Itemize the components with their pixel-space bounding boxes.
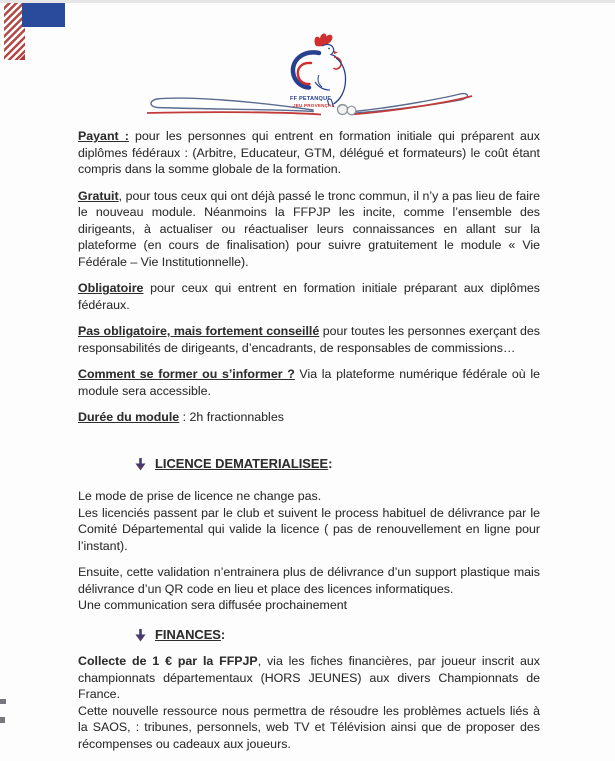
paragraph-duree-lead: Durée du module (78, 410, 180, 424)
paragraph-collecte-lead: Collecte de 1 € par la FFPJP (78, 654, 258, 668)
section-heading-finances-label: FINANCES (155, 626, 221, 642)
licence-paragraph-group-1 (78, 488, 540, 554)
paragraph-pas-obligatoire (78, 323, 540, 356)
section-heading-licence-label: LICENCE DEMATERIALISEE (155, 455, 329, 471)
logo-title: FF PETANQUE (290, 96, 332, 102)
ffpjp-logo (0, 0, 615, 125)
paragraph-collecte-text: , via les fiches financières, par joueur inscrit aux championnats départementaux (HORS JEUNES) aux divers Championnats de France. (78, 654, 541, 701)
paragraph-payant-lead: Payant : (78, 129, 129, 143)
finances-paragraph-group (78, 653, 540, 752)
petanque-balls (338, 105, 356, 115)
paragraph-validation-qr: Ensuite, cette validation n’entrainera plus de délivrance d’un support plastique mais délivrance d’un QR code en lieu et place des licences informatiques. (78, 565, 540, 596)
paragraph-duree-text: : 2h fractionnables (179, 410, 284, 424)
section-heading-finances-colon: : (220, 626, 226, 642)
paragraph-comment-text: Via la plateforme numérique fédérale où le module sera accessible. (78, 367, 540, 398)
section-heading-licence-colon: : (328, 455, 333, 471)
paragraph-duree-module (78, 409, 540, 426)
paragraph-obligatoire (78, 280, 540, 313)
paragraph-mode-licence: Le mode de prise de licence ne change pas. (78, 489, 322, 503)
right-swoosh (351, 94, 472, 115)
paragraph-obligatoire-lead: Obligatoire (78, 281, 144, 295)
paragraph-obligatoire-text: pour ceux qui entrent en formation initiale préparant aux diplômes fédéraux. (78, 281, 540, 312)
down-arrow-icon (135, 629, 146, 642)
scan-edge-artifact (0, 699, 6, 704)
scan-edge-artifact (0, 717, 5, 723)
rooster-logo-graphic (140, 30, 480, 125)
paragraph-comment-se-former (78, 366, 540, 399)
licence-paragraph-group-2 (78, 564, 540, 614)
paragraph-gratuit-text: , pour tous ceux qui ont déjà passé le tronc commun, il n’y a pas lieu de faire le nouveau module. Néanmoins la FFPJP les incite, comme l’ensemble des dirigeants, à actualiser ou réactualiser leurs connaissances en allant sur la plateforme (en cours de finalisation) pour suivre gratuitement le module « Vie Fédérale – Vie Institutionnelle). (78, 188, 540, 269)
paragraph-pas-obligatoire-text: pour toutes les personnes exerçant des responsabilités de dirigeants, d’encadrants, de responsables de commissions… (78, 324, 540, 355)
section-heading-licence (135, 456, 540, 473)
paragraph-ressource: Cette nouvelle ressource nous permettra de résoudre les problèmes actuels liés à la SAOS, : tribunes, personnels, web TV et Télévision ainsi que de proposer des récompenses ou cadeaux aux joueurs. (78, 703, 540, 751)
paragraph-collecte (78, 653, 540, 703)
down-arrow-icon (135, 458, 146, 471)
paragraph-comment-lead: Comment se former ou s’informer ? (78, 367, 295, 381)
paragraph-gratuit (78, 188, 540, 271)
paragraph-payant-text: pour les personnes qui entrent en formation initiale qui préparent aux diplômes fédéraux : (Arbitre, Educateur, GTM, délégué et formateurs) le coût étant compris dans la somme globale de la formation. (78, 129, 541, 176)
logo-subtitle: JEU PROVENÇAL (293, 103, 335, 108)
paragraph-licencies: Les licenciés passent par le club et suivent le process habituel de délivrance par le Comité Départemental qui valide la licence ( pas de renouvellement en ligne pour l’instant). (78, 505, 540, 553)
paragraph-payant (78, 128, 540, 178)
paragraph-gratuit-lead: Gratuit (78, 188, 119, 203)
paragraph-pas-obligatoire-lead: Pas obligatoire, mais fortement conseillé (78, 324, 320, 338)
paragraph-communication: Une communication sera diffusée prochainement (78, 598, 348, 612)
document-body (0, 125, 615, 752)
section-heading-finances (135, 627, 540, 644)
